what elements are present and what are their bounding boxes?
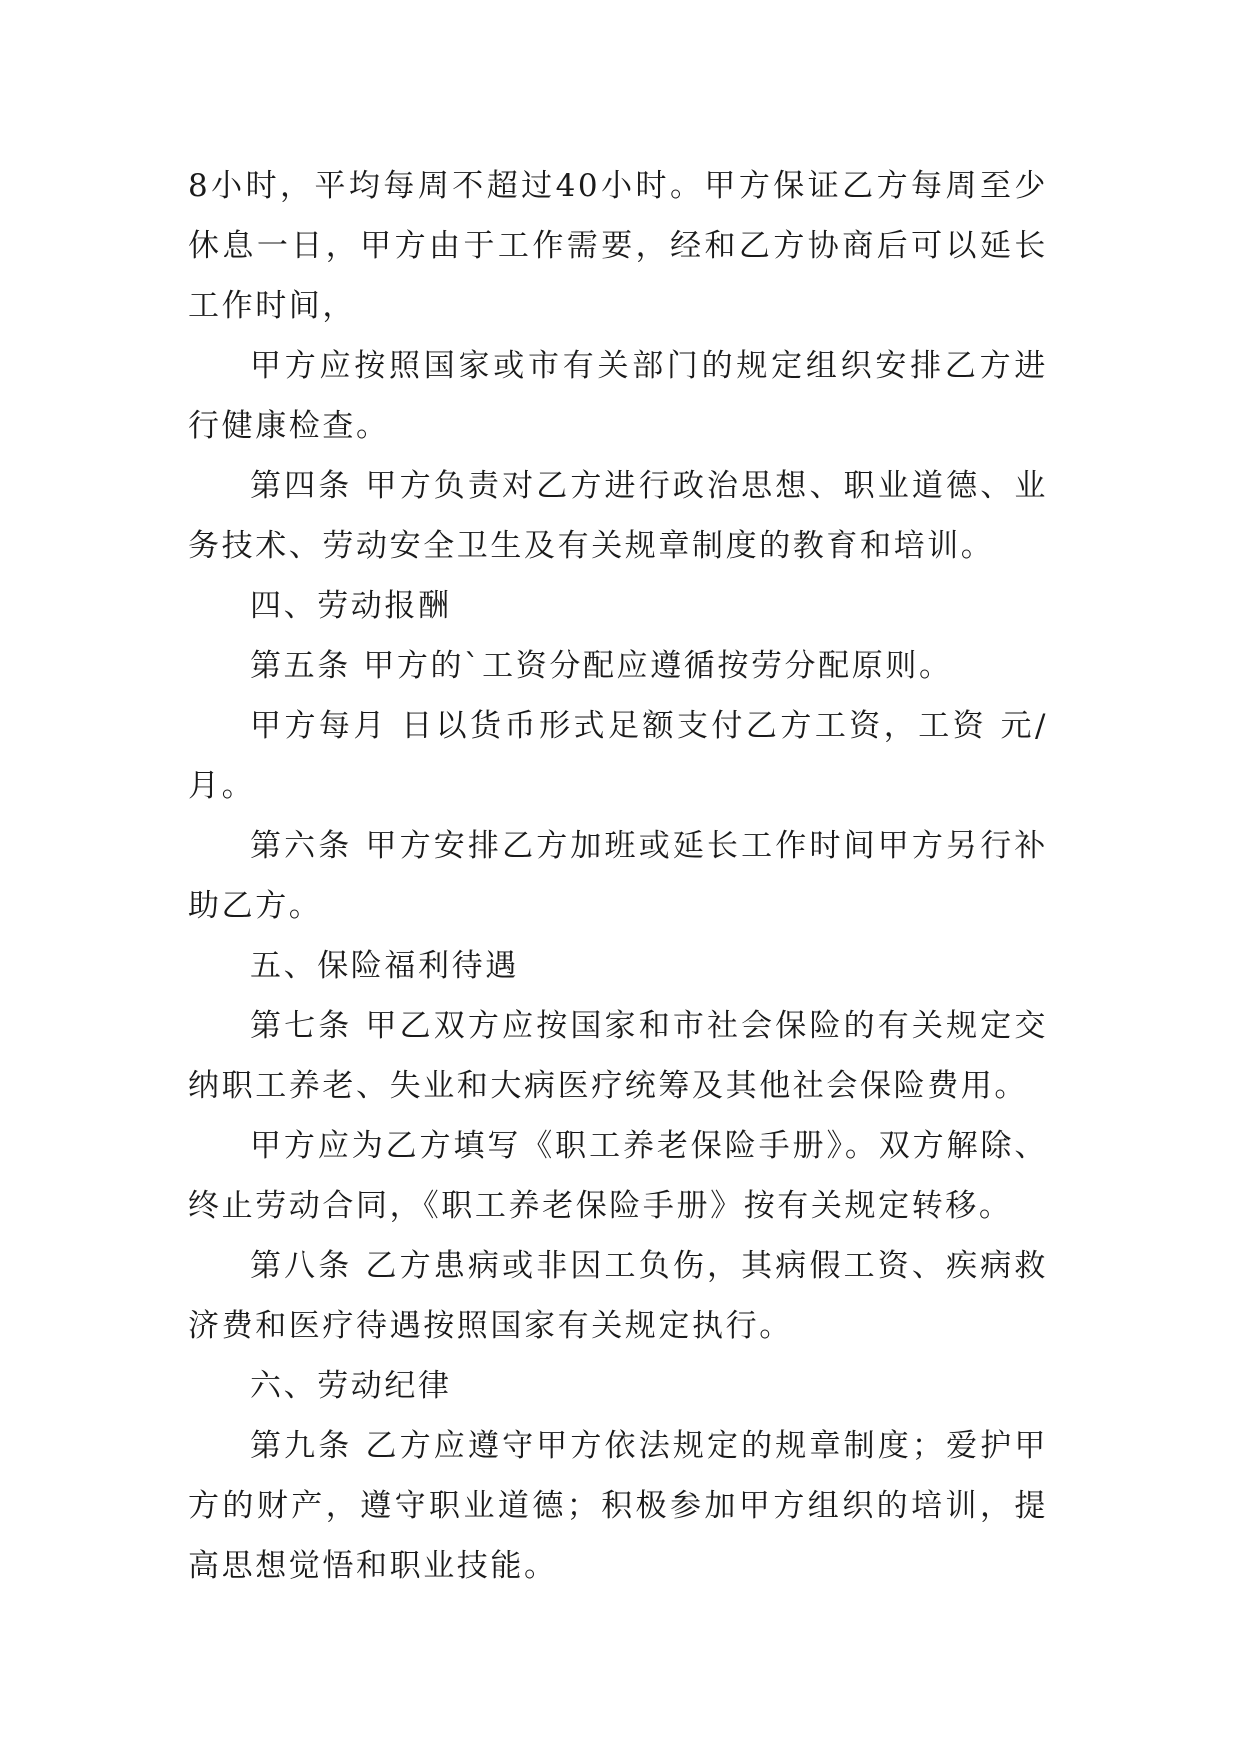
paragraph-wage-payment: 甲方每月 日以货币形式足额支付乙方工资，工资 元/月。 (188, 708, 1048, 804)
section-heading-insurance: 五、保险福利待遇 (250, 948, 519, 984)
article-6: 第六条 甲方安排乙方加班或延长工作时间甲方另行补助乙方。 (188, 828, 1048, 924)
article-9: 第九条 乙方应遵守甲方依法规定的规章制度；爱护甲方的财产，遵守职业道德；积极参加甲方组织的培训，提高思想觉悟和职业技能。 (188, 1428, 1048, 1584)
article-4: 第四条 甲方负责对乙方进行政治思想、职业道德、业务技术、劳动安全卫生及有关规章制度的教育和培训。 (188, 468, 1048, 564)
article-5: 第五条 甲方的`工资分配应遵循按劳分配原则。 (250, 648, 953, 684)
document-body (188, 156, 1048, 1596)
section-heading-remuneration: 四、劳动报酬 (250, 588, 452, 624)
article-8: 第八条 乙方患病或非因工负伤，其病假工资、疾病救济费和医疗待遇按照国家有关规定执行。 (188, 1248, 1048, 1344)
paragraph-continuation-working-hours: 8小时，平均每周不超过40小时。甲方保证乙方每周至少休息一日，甲方由于工作需要，经和乙方协商后可以延长工作时间， (188, 168, 1048, 324)
paragraph-pension-handbook: 甲方应为乙方填写《职工养老保险手册》。双方解除、终止劳动合同，《职工养老保险手册》按有关规定转移。 (188, 1128, 1048, 1224)
paragraph-health-check: 甲方应按照国家或市有关部门的规定组织安排乙方进行健康检查。 (188, 348, 1048, 444)
article-7: 第七条 甲乙双方应按国家和市社会保险的有关规定交纳职工养老、失业和大病医疗统筹及其他社会保险费用。 (188, 1008, 1048, 1104)
section-heading-discipline: 六、劳动纪律 (250, 1368, 452, 1404)
